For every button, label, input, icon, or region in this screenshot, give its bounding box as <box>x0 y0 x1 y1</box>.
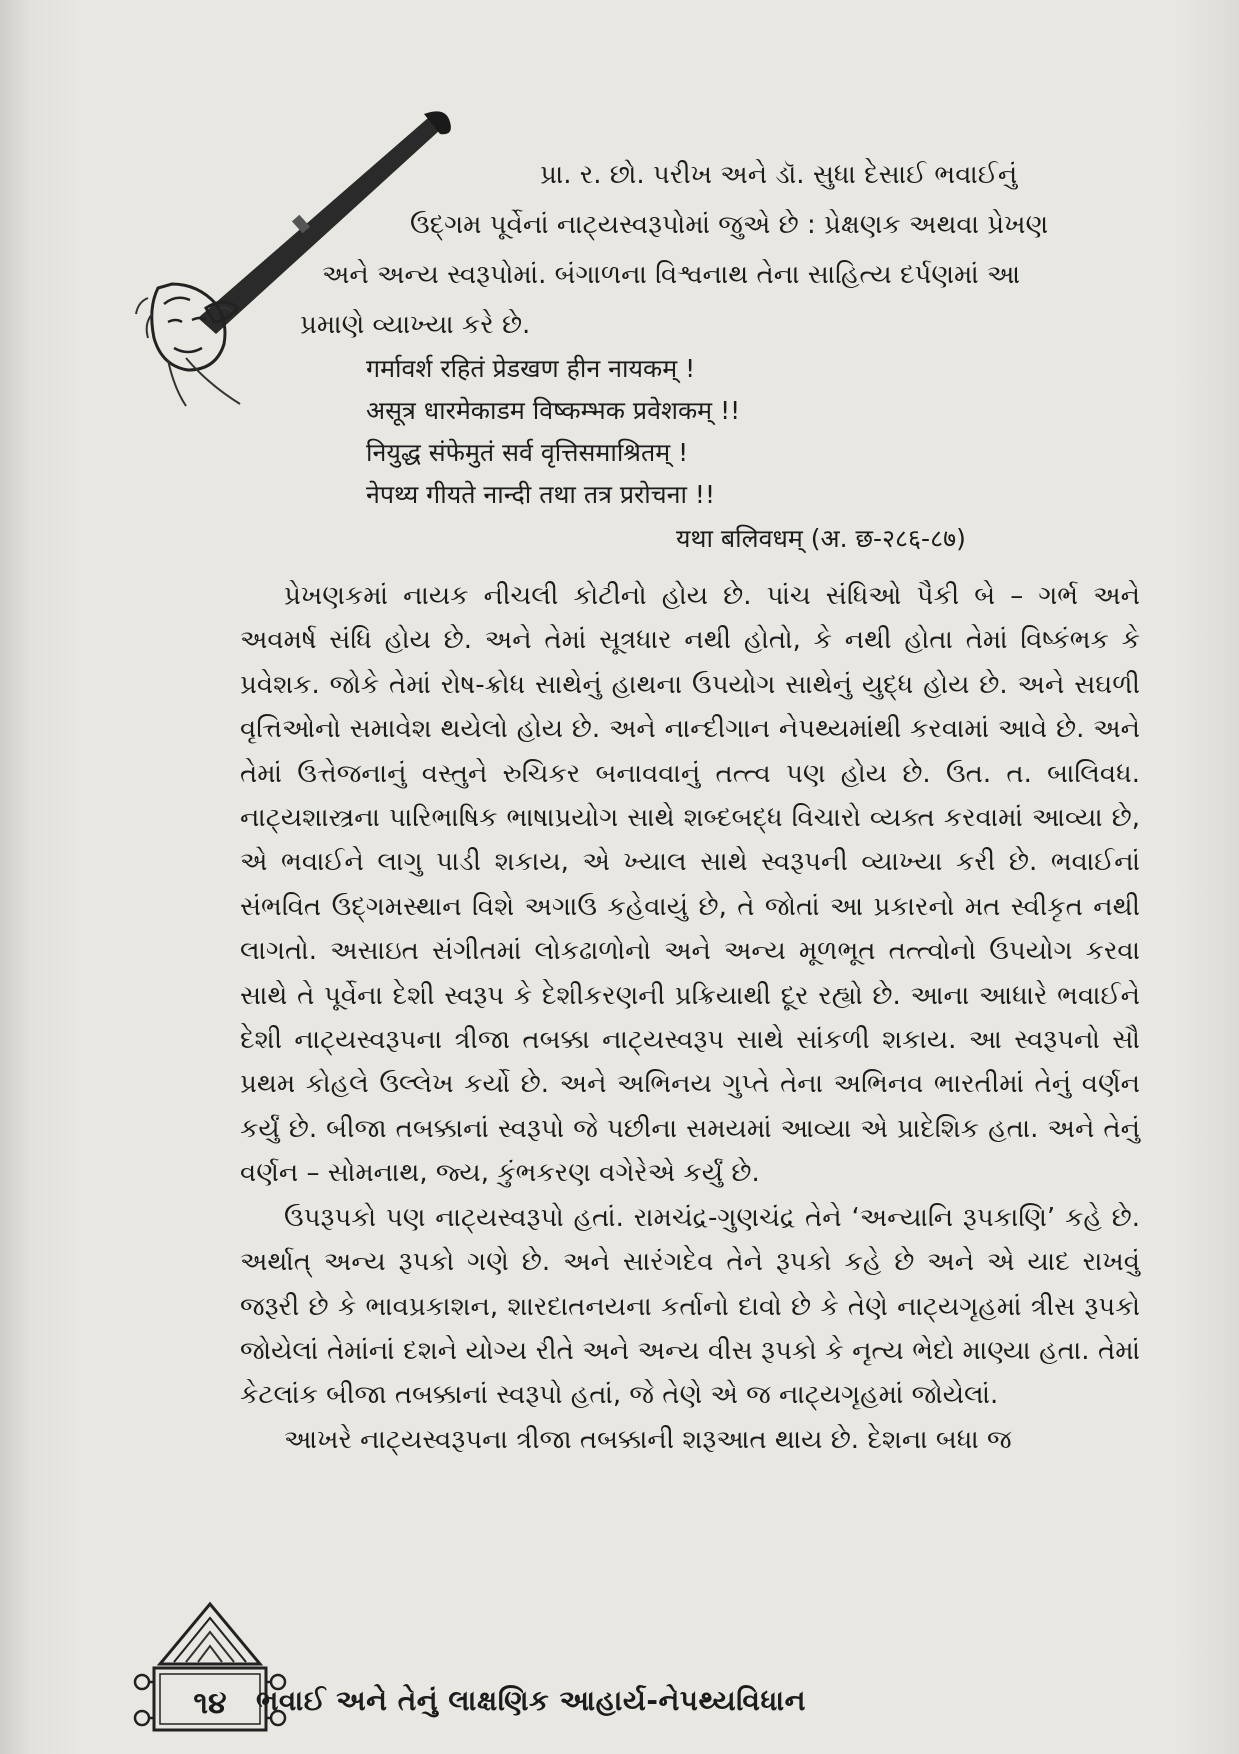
intro-line: ઉદ્ગમ પૂર્વેનાં નાટ્યસ્વરૂપોમાં જુએ છે : પ્રેક્ષણક અથવા પ્રેખણ <box>410 210 1049 240</box>
running-footer-title: ભવાઈ અને તેનું લાક્ષણિક આહાર્ય-નેપથ્યવિધાન <box>256 1684 806 1717</box>
verse-line: नेपथ्य गीयते नान्दी तथा तत्र प्ररोचना !! <box>366 480 715 509</box>
body-paragraph: આખરે નાટ્યસ્વરૂપના ત્રીજા તબક્કાની શરૂઆત થાય છે. દેશના બધા જ <box>284 1424 1012 1455</box>
verse-line: असूत्र धारमेकाडम विष्कम्भक प्रवेशकम् !! <box>366 396 741 425</box>
verse-line: गर्मावर्श रहितं प्रेडखण हीन नायकम् ! <box>366 354 696 383</box>
main-text <box>240 574 1140 1462</box>
intro-line: અને અન્ય સ્વરૂપોમાં. બંગાળના વિશ્વનાથ તેના સાહિત્ય દર્પણમાં આ <box>322 260 1021 290</box>
intro-line: પ્રા. ર. છો. પરીખ અને ડૉ. સુધા દેસાઈ ભવાઈનું <box>540 160 1018 190</box>
verse-line: नियुद्ध संफेमुतं सर्व वृत्तिसमाश्रितम् ! <box>366 438 689 467</box>
intro-paragraph <box>300 150 1140 350</box>
sanskrit-verse <box>366 348 1066 560</box>
intro-line: પ્રમાણે વ્યાખ્યા કરે છે. <box>300 310 531 340</box>
page-footer <box>130 1596 1130 1736</box>
body-paragraph: પ્રેખણકમાં નાયક નીચલી કોટીનો હોય છે. પાંચ સંધિઓ પૈકી બે – ગર્ભ અને અવમર્ષ સંધિ હોય છે. અને તેમાં સૂત્રધાર નથી હોતો, કે નથી હોતા તેમાં વિષ્કંભક કે પ્રવેશક. જોકે તેમાં રોષ-ક્રોધ સાથેનું હાથના ઉપયોગ સાથેનું યુદ્ધ હોય છે. અને સઘળી વૃત્તિઓનો સમાવેશ થયેલો હોય છે. અને નાન્દીગાન નેપથ્યમાંથી કરવામાં આવે છે. અને તેમાં ઉત્તેજનાનું વસ્તુને રુચિકર બનાવવાનું તત્ત્વ પણ હોય છે. ઉત. ત. બાલિવધ. નાટ્યશાસ્ત્રના પારિભાષિક ભાષાપ્રયોગ સાથે શબ્દબદ્ધ વિચારો વ્યક્ત કરવામાં આવ્યા છે, એ ભવાઈને લાગુ પાડી શકાય, એ ખ્યાલ સાથે સ્વરૂપની વ્યાખ્યા કરી છે. ભવાઈનાં સંભવિત ઉદ્ગમસ્થાન વિશે અગાઉ કહેવાયું છે, તે જોતાં આ પ્રકારનો મત સ્વીકૃત નથી લાગતો. અસાઇત સંગીતમાં લોકઢાળોનો અને અન્ય મૂળભૂત તત્ત્વોનો ઉપયોગ કરવા સાથે તે પૂર્વેના દેશી સ્વરૂપ કે દેશીકરણની પ્રક્રિયાથી દૂર રહ્યો છે. આના આધારે ભવાઈને દેશી નાટ્યસ્વરૂપના ત્રીજા તબક્કા નાટ્યસ્વરૂપ સાથે સાંકળી શકાય. આ સ્વરૂપનો સૌ પ્રથમ કોહલે ઉલ્લેખ કર્યો છે. અને અભિનય ગુપ્તે તેના અભિનવ ભારતીમાં તેનું વર્ણન કર્યું છે. બીજા તબક્કાનાં સ્વરૂપો જે પછીના સમયમાં આવ્યા એ પ્રાદેશિક હતા. અને તેનું વર્ણન – સોમનાથ, જ્ય, કુંભકરણ વગેરેએ કર્યું છે. <box>240 581 1140 1189</box>
body-paragraph: ઉપરૂપકો પણ નાટ્યસ્વરૂપો હતાં. રામચંદ્ર-ગુણચંદ્ર તેને ‘અન્યાનિ રૂપકાણિ’ કહે છે. અર્થાત્ અન્ય રૂપકો ગણે છે. અને સારંગદેવ તેને રૂપકો કહે છે અને એ યાદ રાખવું જરૂરી છે કે ભાવપ્રકાશન, શારદાતનયના કર્તાનો દાવો છે કે તેણે નાટ્યગૃહમાં ત્રીસ રૂપકો જોયેલાં તેમાંનાં દશને યોગ્ય રીતે અને અન્ય વીસ રૂપકો કે નૃત્ય ભેદો માણ્યા હતા. તેમાં કેટલાંક બીજા તબક્કાનાં સ્વરૂપો હતાં, જે તેણે એ જ નાટ્યગૃહમાં જોયેલાં. <box>240 1202 1140 1411</box>
page-number: ૧૪ <box>193 1686 227 1721</box>
verse-reference: यथा बलिवधम् (अ. छ-२८६-८७) <box>676 524 966 553</box>
